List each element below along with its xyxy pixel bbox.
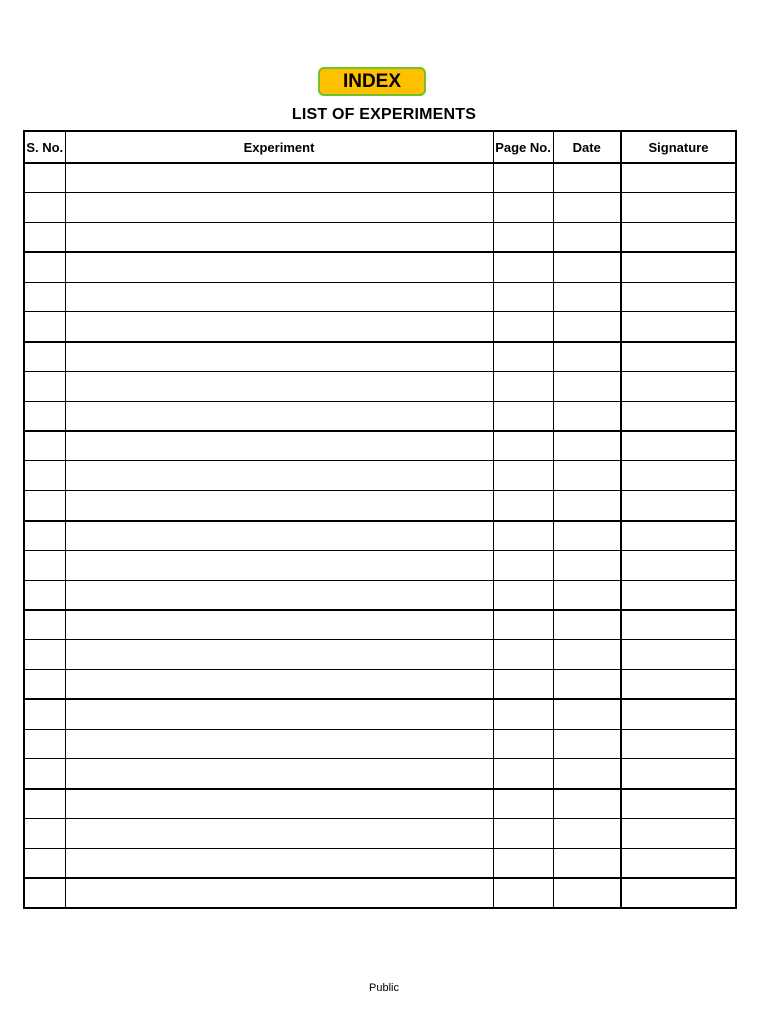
signature-cell [621, 312, 736, 342]
signature-cell [621, 878, 736, 908]
sno-cell [24, 193, 65, 223]
sno-cell [24, 670, 65, 700]
column-header-page-no: Page No. [493, 131, 553, 163]
column-header-experiment: Experiment [65, 131, 493, 163]
page-no-cell [493, 759, 553, 789]
sno-cell [24, 431, 65, 461]
experiment-cell [65, 580, 493, 610]
experiment-cell [65, 610, 493, 640]
table-row [24, 610, 736, 640]
signature-cell [621, 223, 736, 253]
experiment-cell [65, 223, 493, 253]
signature-cell [621, 789, 736, 819]
signature-cell [621, 342, 736, 372]
date-cell [553, 401, 621, 431]
signature-cell [621, 580, 736, 610]
date-cell [553, 670, 621, 700]
date-cell [553, 163, 621, 193]
experiment-cell [65, 163, 493, 193]
table-row [24, 848, 736, 878]
signature-cell [621, 431, 736, 461]
experiment-cell [65, 729, 493, 759]
signature-cell [621, 610, 736, 640]
page-no-cell [493, 223, 553, 253]
sno-cell [24, 789, 65, 819]
experiment-cell [65, 521, 493, 551]
sno-cell [24, 759, 65, 789]
page-no-cell [493, 521, 553, 551]
signature-cell [621, 819, 736, 849]
signature-cell [621, 282, 736, 312]
sno-cell [24, 461, 65, 491]
signature-cell [621, 163, 736, 193]
experiment-cell [65, 193, 493, 223]
page-title: LIST OF EXPERIMENTS [291, 106, 477, 123]
signature-cell [621, 461, 736, 491]
date-cell [553, 610, 621, 640]
column-header-date: Date [553, 131, 621, 163]
sno-cell [24, 848, 65, 878]
date-cell [553, 342, 621, 372]
page-no-cell [493, 819, 553, 849]
page-no-cell [493, 252, 553, 282]
signature-cell [621, 729, 736, 759]
sno-cell [24, 610, 65, 640]
experiment-cell [65, 401, 493, 431]
experiment-cell [65, 252, 493, 282]
date-cell [553, 193, 621, 223]
date-cell [553, 878, 621, 908]
experiment-cell [65, 848, 493, 878]
column-header-signature: Signature [621, 131, 736, 163]
experiment-cell [65, 461, 493, 491]
signature-cell [621, 670, 736, 700]
page-no-cell [493, 431, 553, 461]
date-cell [553, 640, 621, 670]
date-cell [553, 491, 621, 521]
page-no-cell [493, 163, 553, 193]
sno-cell [24, 580, 65, 610]
sno-cell [24, 550, 65, 580]
experiment-cell [65, 640, 493, 670]
sno-cell [24, 342, 65, 372]
index-badge: INDEX [318, 67, 426, 96]
page-no-cell [493, 610, 553, 640]
sno-cell [24, 312, 65, 342]
date-cell [553, 372, 621, 402]
sno-cell [24, 491, 65, 521]
experiment-cell [65, 282, 493, 312]
experiment-cell [65, 372, 493, 402]
signature-cell [621, 699, 736, 729]
signature-cell [621, 372, 736, 402]
signature-cell [621, 759, 736, 789]
signature-cell [621, 401, 736, 431]
date-cell [553, 312, 621, 342]
experiment-cell [65, 819, 493, 849]
page-no-cell [493, 282, 553, 312]
page-no-cell [493, 848, 553, 878]
date-cell [553, 699, 621, 729]
experiment-cell [65, 431, 493, 461]
sno-cell [24, 372, 65, 402]
date-cell [553, 729, 621, 759]
page-no-cell [493, 878, 553, 908]
table-row [24, 819, 736, 849]
sno-cell [24, 521, 65, 551]
page-no-cell [493, 312, 553, 342]
page-no-cell [493, 789, 553, 819]
date-cell [553, 789, 621, 819]
table-row [24, 491, 736, 521]
table-row [24, 461, 736, 491]
table-row [24, 282, 736, 312]
table-row [24, 342, 736, 372]
footer-classification-label: Public [369, 982, 399, 994]
date-cell [553, 521, 621, 551]
experiment-cell [65, 312, 493, 342]
experiment-cell [65, 759, 493, 789]
page-no-cell [493, 670, 553, 700]
page-no-cell [493, 550, 553, 580]
table-row [24, 550, 736, 580]
date-cell [553, 550, 621, 580]
page-no-cell [493, 640, 553, 670]
experiment-cell [65, 491, 493, 521]
table-row [24, 699, 736, 729]
table-row [24, 223, 736, 253]
experiment-cell [65, 550, 493, 580]
signature-cell [621, 550, 736, 580]
page-no-cell [493, 372, 553, 402]
sno-cell [24, 223, 65, 253]
sno-cell [24, 819, 65, 849]
sno-cell [24, 163, 65, 193]
page-no-cell [493, 491, 553, 521]
table-row [24, 521, 736, 551]
sno-cell [24, 401, 65, 431]
table-row [24, 640, 736, 670]
page-no-cell [493, 580, 553, 610]
page-no-cell [493, 193, 553, 223]
table-row [24, 193, 736, 223]
date-cell [553, 848, 621, 878]
sno-cell [24, 282, 65, 312]
date-cell [553, 223, 621, 253]
experiment-cell [65, 878, 493, 908]
sno-cell [24, 640, 65, 670]
signature-cell [621, 521, 736, 551]
page-no-cell [493, 461, 553, 491]
table-row [24, 670, 736, 700]
page-no-cell [493, 729, 553, 759]
table-row [24, 401, 736, 431]
experiments-table [23, 130, 737, 909]
experiment-cell [65, 699, 493, 729]
page-no-cell [493, 401, 553, 431]
table-row [24, 163, 736, 193]
experiment-cell [65, 670, 493, 700]
signature-cell [621, 640, 736, 670]
signature-cell [621, 193, 736, 223]
sno-cell [24, 729, 65, 759]
page-no-cell [493, 699, 553, 729]
date-cell [553, 461, 621, 491]
date-cell [553, 431, 621, 461]
experiment-cell [65, 342, 493, 372]
date-cell [553, 759, 621, 789]
table-row [24, 729, 736, 759]
sno-cell [24, 878, 65, 908]
signature-cell [621, 491, 736, 521]
signature-cell [621, 848, 736, 878]
table-header-row [24, 131, 736, 163]
table-row [24, 312, 736, 342]
table-row [24, 372, 736, 402]
sno-cell [24, 252, 65, 282]
date-cell [553, 282, 621, 312]
signature-cell [621, 252, 736, 282]
table-row [24, 252, 736, 282]
experiment-cell [65, 789, 493, 819]
date-cell [553, 580, 621, 610]
column-header-sno: S. No. [24, 131, 65, 163]
date-cell [553, 819, 621, 849]
table-row [24, 759, 736, 789]
table-row [24, 878, 736, 908]
table-row [24, 431, 736, 461]
table-row [24, 580, 736, 610]
sno-cell [24, 699, 65, 729]
table-row [24, 789, 736, 819]
date-cell [553, 252, 621, 282]
page-no-cell [493, 342, 553, 372]
